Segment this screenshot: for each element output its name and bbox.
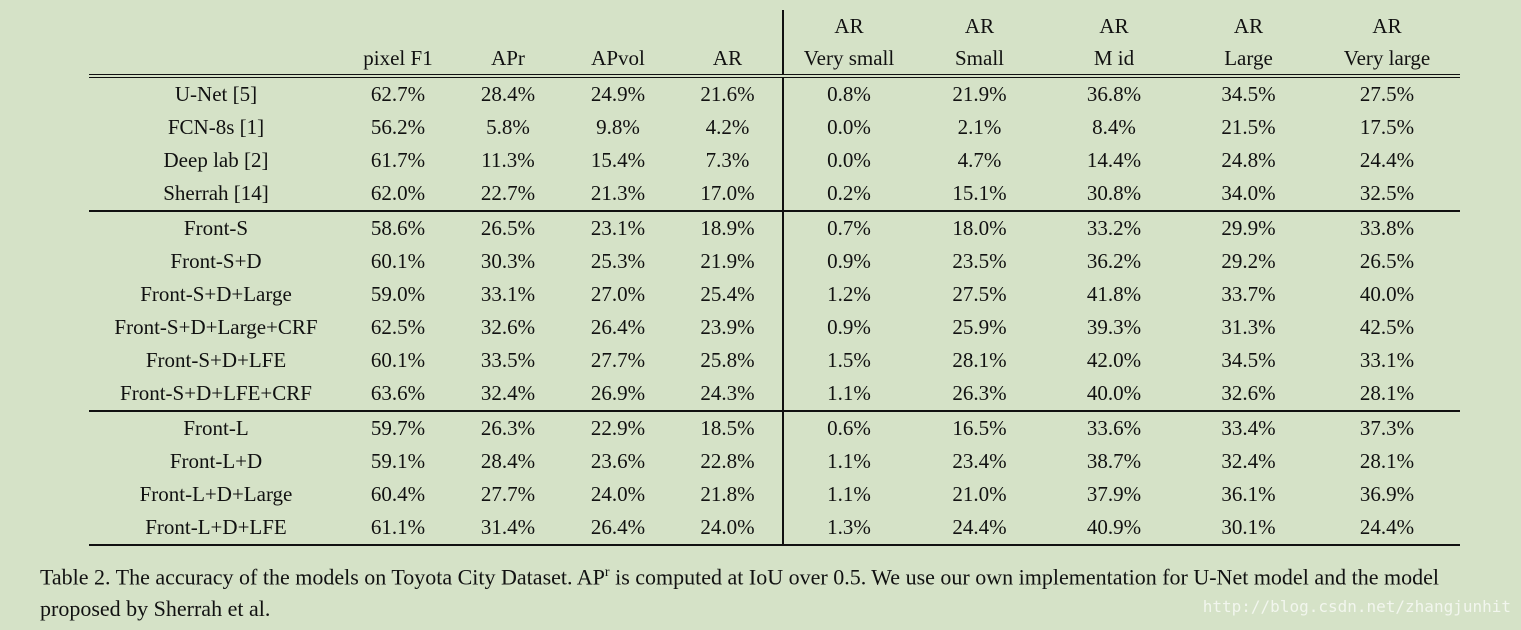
metric-cell: 9.8% xyxy=(596,115,640,139)
metric-cell: 21.6% xyxy=(700,82,755,106)
metric-cell: 60.1% xyxy=(370,348,426,372)
metric-cell: 24.0% xyxy=(590,482,646,506)
header-cell: AR xyxy=(783,10,914,42)
metric-cell: 16.5% xyxy=(952,416,1007,440)
header-row-top xyxy=(89,10,1460,42)
metric-cell: 1.1% xyxy=(783,377,914,411)
metric-cell: 32.4% xyxy=(1221,449,1276,473)
table-body xyxy=(89,76,1460,545)
model-name-cell: FCN-8s [1] xyxy=(167,115,265,139)
metric-cell: 0.0% xyxy=(783,144,914,177)
model-name-cell: U-Net [5] xyxy=(174,82,258,106)
results-table xyxy=(89,10,1460,546)
header-cell xyxy=(673,10,783,42)
table-row xyxy=(89,211,1460,245)
metric-cell: 58.6% xyxy=(370,216,426,240)
header-cell: AR xyxy=(1372,14,1402,38)
metric-cell: 26.5% xyxy=(480,216,536,240)
table-row xyxy=(89,111,1460,144)
metric-cell: 17.5% xyxy=(1359,115,1415,139)
metric-cell: 25.3% xyxy=(590,249,646,273)
table-row xyxy=(89,511,1460,545)
metric-cell: 26.3% xyxy=(914,377,1045,411)
header-cell: Small xyxy=(914,42,1045,76)
header-cell: AR xyxy=(964,14,995,38)
metric-cell: 27.7% xyxy=(480,482,536,506)
metric-cell: 32.6% xyxy=(1183,377,1314,411)
header-cell: pixel F1 xyxy=(343,42,453,76)
metric-cell: 33.6% xyxy=(1086,416,1142,440)
header-cell: Large xyxy=(1183,42,1314,76)
metric-cell: 33.2% xyxy=(1086,216,1142,240)
metric-cell: 22.9% xyxy=(590,416,646,440)
metric-cell: 26.4% xyxy=(590,315,646,339)
table-row xyxy=(89,76,1460,111)
model-name-cell: Deep lab [2] xyxy=(163,148,269,172)
metric-cell: 27.7% xyxy=(590,348,646,372)
metric-cell: 27.0% xyxy=(590,282,646,306)
model-name-cell: Front-L+D xyxy=(169,449,263,473)
model-name-cell: Front-S xyxy=(183,216,249,240)
metric-cell: 23.9% xyxy=(700,315,755,339)
metric-cell: 32.6% xyxy=(480,315,536,339)
metric-cell: 0.9% xyxy=(783,311,914,344)
table-row xyxy=(89,278,1460,311)
model-name-cell: Front-L+D+LFE xyxy=(89,511,343,545)
metric-cell: 24.4% xyxy=(914,511,1045,545)
metric-cell: 5.8% xyxy=(486,115,530,139)
metric-cell: 38.7% xyxy=(1086,449,1142,473)
metric-cell: 32.4% xyxy=(453,377,563,411)
table-row xyxy=(89,411,1460,445)
metric-cell: 0.2% xyxy=(783,177,914,211)
metric-cell: 59.0% xyxy=(370,282,426,306)
metric-cell: 21.3% xyxy=(563,177,673,211)
metric-cell: 21.9% xyxy=(952,82,1007,106)
metric-cell: 22.8% xyxy=(700,449,755,473)
metric-cell: 25.4% xyxy=(700,282,755,306)
metric-cell: 22.7% xyxy=(453,177,563,211)
metric-cell: 63.6% xyxy=(343,377,453,411)
metric-cell: 26.3% xyxy=(480,416,536,440)
model-name-cell: Front-S+D xyxy=(170,249,262,273)
model-name-cell: Front-S+D+LFE+CRF xyxy=(89,377,343,411)
metric-cell: 0.7% xyxy=(783,211,914,245)
metric-cell: 21.0% xyxy=(952,482,1007,506)
metric-cell: 24.8% xyxy=(1221,148,1276,172)
metric-cell: 33.1% xyxy=(480,282,536,306)
header-cell: AR xyxy=(673,42,783,76)
metric-cell: 25.8% xyxy=(700,348,755,372)
metric-cell: 33.1% xyxy=(1359,348,1415,372)
metric-cell: 27.5% xyxy=(1359,82,1415,106)
metric-cell: 18.0% xyxy=(952,216,1007,240)
metric-cell: 24.4% xyxy=(1314,511,1460,545)
metric-cell: 11.3% xyxy=(481,148,535,172)
header-cell xyxy=(563,10,673,42)
metric-cell: 62.7% xyxy=(370,82,426,106)
metric-cell: 33.7% xyxy=(1221,282,1276,306)
metric-cell: 28.1% xyxy=(952,348,1007,372)
metric-cell: 0.9% xyxy=(783,245,914,278)
header-cell xyxy=(89,42,343,76)
metric-cell: 21.9% xyxy=(700,249,755,273)
model-name-cell: Front-L xyxy=(183,416,249,440)
header-cell: APvol xyxy=(563,42,673,76)
caption-text: Table 2. The accuracy of the models on Toyota City Dataset. AP xyxy=(40,564,605,590)
table-row xyxy=(89,344,1460,377)
metric-cell: 34.5% xyxy=(1221,348,1276,372)
metric-cell: 31.3% xyxy=(1221,315,1276,339)
metric-cell: 24.4% xyxy=(1359,148,1415,172)
metric-cell: 8.4% xyxy=(1092,115,1136,139)
metric-cell: 36.9% xyxy=(1359,482,1415,506)
metric-cell: 61.7% xyxy=(370,148,426,172)
metric-cell: 1.1% xyxy=(783,478,914,511)
metric-cell: 30.8% xyxy=(1045,177,1183,211)
metric-cell: 32.5% xyxy=(1314,177,1460,211)
table-row xyxy=(89,144,1460,177)
metric-cell: 40.0% xyxy=(1045,377,1183,411)
metric-cell: 60.4% xyxy=(370,482,426,506)
watermark: http://blog.csdn.net/zhangjunhit xyxy=(1202,597,1511,616)
metric-cell: 29.9% xyxy=(1221,216,1276,240)
metric-cell: 21.5% xyxy=(1221,115,1276,139)
metric-cell: 30.1% xyxy=(1183,511,1314,545)
metric-cell: 23.1% xyxy=(590,216,646,240)
table-row xyxy=(89,311,1460,344)
metric-cell: 28.1% xyxy=(1359,449,1415,473)
metric-cell: 30.3% xyxy=(480,249,536,273)
metric-cell: 33.8% xyxy=(1359,216,1415,240)
caption-text-rest: is computed at IoU over 0.5. We use our own implementation for U-Net model and the model proposed by Sherrah et al. xyxy=(40,564,1439,622)
metric-cell: 37.3% xyxy=(1359,416,1415,440)
metric-cell: 23.6% xyxy=(590,449,646,473)
table-row xyxy=(89,245,1460,278)
metric-cell: 26.9% xyxy=(563,377,673,411)
table-row xyxy=(89,445,1460,478)
metric-cell: 25.9% xyxy=(952,315,1007,339)
metric-cell: 24.3% xyxy=(673,377,783,411)
header-row-bottom xyxy=(89,42,1460,76)
metric-cell: 24.0% xyxy=(673,511,783,545)
metric-cell: 36.2% xyxy=(1086,249,1142,273)
metric-cell: 0.0% xyxy=(783,111,914,144)
metric-cell: 42.5% xyxy=(1359,315,1415,339)
metric-cell: 18.9% xyxy=(700,216,755,240)
metric-cell: 34.0% xyxy=(1183,177,1314,211)
metric-cell: 62.0% xyxy=(343,177,453,211)
metric-cell: 40.9% xyxy=(1045,511,1183,545)
metric-cell: 39.3% xyxy=(1086,315,1142,339)
metric-cell: 17.0% xyxy=(673,177,783,211)
metric-cell: 36.1% xyxy=(1221,482,1276,506)
metric-cell: 37.9% xyxy=(1086,482,1142,506)
metric-cell: 59.1% xyxy=(370,449,426,473)
metric-cell: 18.5% xyxy=(700,416,755,440)
header-cell: AR xyxy=(1233,14,1264,38)
model-name-cell: Front-S+D+Large xyxy=(140,282,292,306)
header-cell xyxy=(453,10,563,42)
model-name-cell: Front-S+D+Large+CRF xyxy=(114,315,318,339)
metric-cell: 31.4% xyxy=(453,511,563,545)
metric-cell: 62.5% xyxy=(370,315,426,339)
metric-cell: 14.4% xyxy=(1086,148,1142,172)
metric-cell: 28.1% xyxy=(1314,377,1460,411)
header-cell: Very large xyxy=(1314,42,1460,76)
table-row xyxy=(89,377,1460,411)
metric-cell: 0.6% xyxy=(783,411,914,445)
metric-cell: 61.1% xyxy=(343,511,453,545)
metric-cell: 40.0% xyxy=(1359,282,1415,306)
metric-cell: 21.8% xyxy=(700,482,755,506)
metric-cell: 23.5% xyxy=(952,249,1007,273)
metric-cell: 59.7% xyxy=(370,416,426,440)
metric-cell: 33.4% xyxy=(1221,416,1276,440)
caption-superscript: r xyxy=(604,565,610,580)
metric-cell: 27.5% xyxy=(952,282,1007,306)
metric-cell: 24.9% xyxy=(590,82,646,106)
model-name-cell: Front-S+D+LFE xyxy=(145,348,287,372)
metric-cell: 41.8% xyxy=(1086,282,1142,306)
metric-cell: 36.8% xyxy=(1086,82,1142,106)
header-cell xyxy=(343,10,453,42)
header-cell: Very small xyxy=(783,42,914,76)
metric-cell: 23.4% xyxy=(952,449,1007,473)
header-cell xyxy=(89,10,343,42)
table-row xyxy=(89,177,1460,211)
metric-cell: 4.7% xyxy=(957,148,1002,172)
metric-cell: 1.5% xyxy=(783,344,914,377)
model-name-cell: Front-L+D+Large xyxy=(139,482,293,506)
metric-cell: 4.2% xyxy=(705,115,750,139)
metric-cell: 34.5% xyxy=(1221,82,1276,106)
model-name-cell: Sherrah [14] xyxy=(89,177,343,211)
metric-cell: 26.5% xyxy=(1359,249,1415,273)
header-cell: APr xyxy=(453,42,563,76)
header-cell: AR xyxy=(1099,14,1129,38)
metric-cell: 28.4% xyxy=(480,449,536,473)
metric-cell: 15.4% xyxy=(590,148,646,172)
metric-cell: 1.1% xyxy=(783,445,914,478)
metric-cell: 33.5% xyxy=(480,348,536,372)
metric-cell: 29.2% xyxy=(1221,249,1276,273)
metric-cell: 26.4% xyxy=(563,511,673,545)
metric-cell: 28.4% xyxy=(480,82,536,106)
metric-cell: 1.2% xyxy=(783,278,914,311)
metric-cell: 15.1% xyxy=(914,177,1045,211)
metric-cell: 7.3% xyxy=(705,148,750,172)
metric-cell: 60.1% xyxy=(370,249,426,273)
table-row xyxy=(89,478,1460,511)
metric-cell: 42.0% xyxy=(1086,348,1142,372)
metric-cell: 0.8% xyxy=(783,76,914,111)
metric-cell: 1.3% xyxy=(783,511,914,545)
metric-cell: 56.2% xyxy=(370,115,426,139)
metric-cell: 2.1% xyxy=(957,115,1002,139)
header-cell: M id xyxy=(1045,42,1183,76)
